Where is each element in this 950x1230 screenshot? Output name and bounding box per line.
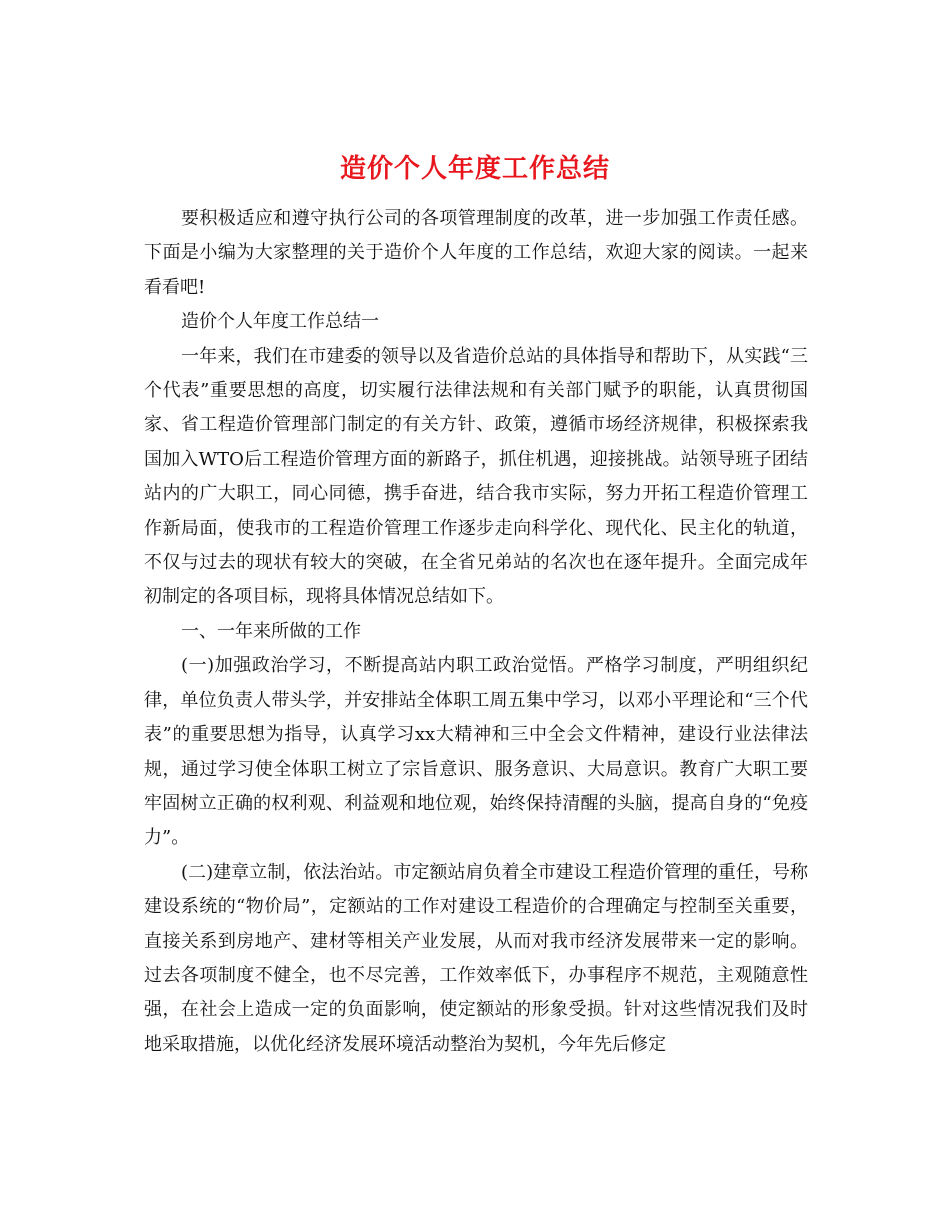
paragraph-political-study: (一)加强政治学习，不断提高站内职工政治觉悟。严格学习制度，严明组织纪律，单位负责人带头学，并安排站全体职工周五集中学习，以邓小平理论和“三个代表”的重要思想为指导，认真学习xx大精神和三中全会文件精神，建设行业法律法规，通过学习使全体职工树立了宗旨意识、服务意识、大局意识。教育广大职工要牢固树立正确的权利观、利益观和地位观，始终保持清醒的头脑，提高自身的“免疫力”。 xyxy=(144,655,808,849)
document-title: 造价个人年度工作总结 xyxy=(339,154,610,185)
section-heading-summary-one: 造价个人年度工作总结一 xyxy=(181,311,379,333)
paragraph-intro: 要积极适应和遵守执行公司的各项管理制度的改革，进一步加强工作责任感。下面是小编为大家整理的关于造价个人年度的工作总结，欢迎大家的阅读。一起来看看吧! xyxy=(144,208,808,298)
paragraph-overview: 一年来，我们在市建委的领导以及省造价总站的具体指导和帮助下，从实践“三个代表”重要思想的高度，切实履行法律法规和有关部门赋予的职能，认真贯彻国家、省工程造价管理部门制定的有关方针、政策，遵循市场经济规律，积极探索我国加入WTO后工程造价管理方面的新路子，抓住机遇，迎接挑战。站领导班子团结站内的广大职工，同心同德，携手奋进，结合我市实际，努力开拓工程造价管理工作新局面，使我市的工程造价管理工作逐步走向科学化、现代化、民主化的轨道，不仅与过去的现状有较大的突破，在全省兄弟站的名次也在逐年提升。全面完成年初制定的各项目标，现将具体情况总结如下。 xyxy=(144,345,808,608)
section-heading-work-done: 一、一年来所做的工作 xyxy=(181,620,361,642)
paragraph-rules-and-regulations: (二)建章立制，依法治站。市定额站肩负着全市建设工程造价管理的重任，号称建设系统的“物价局”，定额站的工作对建设工程造价的合理确定与控制至关重要，直接关系到房地产、建材等相关产业发展，从而对我市经济发展带来一定的影响。过去各项制度不健全，也不尽完善，工作效率低下，办事程序不规范，主观随意性强，在社会上造成一定的负面影响，使定额站的形象受损。针对这些情况我们及时地采取措施，以优化经济发展环境活动整治为契机，今年先后修定 xyxy=(144,861,808,1055)
document-body xyxy=(144,202,808,1062)
